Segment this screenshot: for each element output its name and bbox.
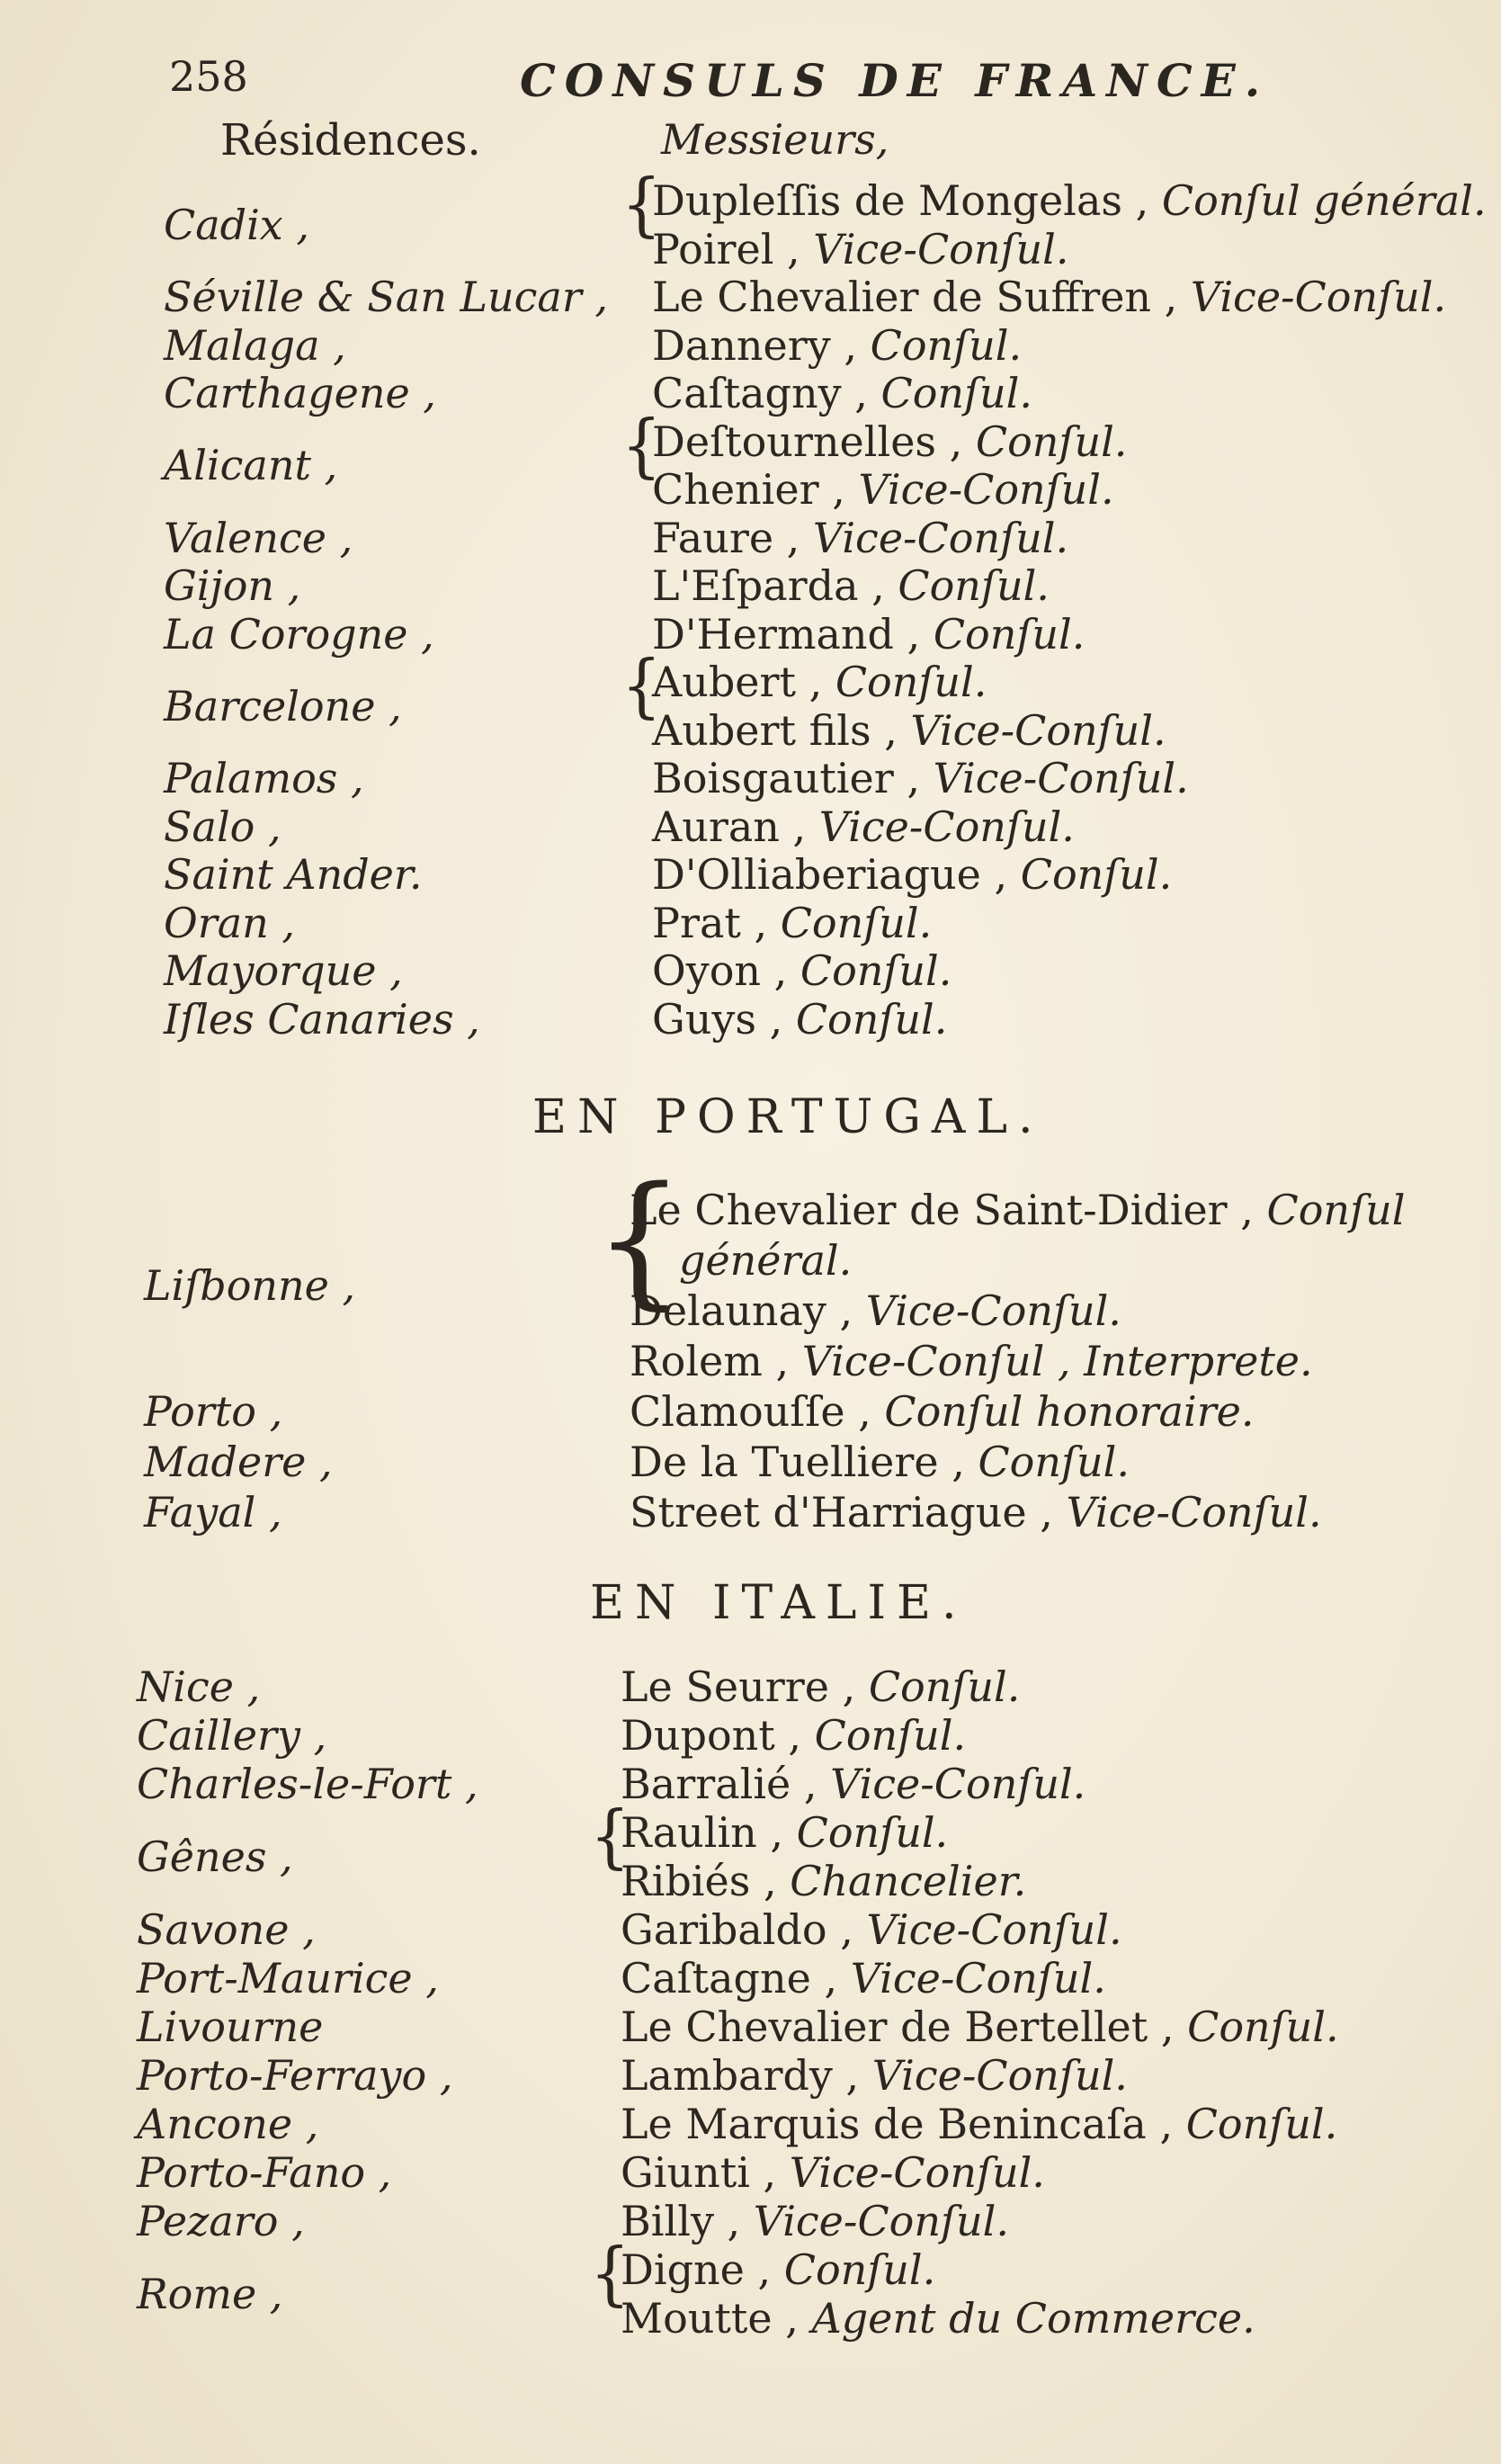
person-name: Le Marquis de Benincaſa , xyxy=(621,2100,1174,2148)
column-headings xyxy=(0,115,1501,169)
person-name: Oyon , xyxy=(652,946,788,995)
person-name: Clamouſſe , xyxy=(630,1387,871,1436)
brace-glyph: { xyxy=(594,1155,685,1323)
person-name: Le Chevalier de Bertellet , xyxy=(621,2003,1175,2051)
person-name: D'Hermand , xyxy=(652,609,921,659)
person-name: Deſtournelles , xyxy=(652,417,963,466)
entry-line xyxy=(652,514,1068,562)
person-name: Poirel , xyxy=(652,224,800,273)
entry-line xyxy=(652,273,1446,321)
person-name: Le Chevalier de Saint-Didier , xyxy=(630,1186,1254,1234)
residence-place: Mayorque , xyxy=(164,946,403,995)
residence-place: Alicant , xyxy=(164,441,338,490)
residence-place: Savone , xyxy=(137,1905,316,1954)
person-name: Barralié , xyxy=(621,1760,818,1808)
messieurs-heading: Messieurs, xyxy=(661,115,889,164)
consular-title: Conſul. xyxy=(1173,2100,1338,2148)
consular-title: Vice-Conſul. xyxy=(1177,273,1447,321)
person-name: Caſtagny , xyxy=(652,369,868,417)
entry-line xyxy=(621,2294,1255,2343)
person-name: Faure , xyxy=(652,513,800,562)
residence-place: Port-Maurice , xyxy=(137,1954,439,2003)
residence-place: Malaga , xyxy=(164,320,346,370)
consular-title: Conſul. xyxy=(1007,850,1173,899)
consular-title: Conſul. xyxy=(855,1662,1021,1711)
person-name: Dupont , xyxy=(621,1711,802,1760)
entry-line xyxy=(652,706,1166,755)
residence-place: Porto , xyxy=(144,1387,283,1436)
consular-title: Conſul. xyxy=(920,609,1086,659)
residence-place: Porto-Fano , xyxy=(137,2148,392,2197)
consular-title: Conſul. xyxy=(787,946,952,995)
residence-place: Livourne xyxy=(137,2003,324,2051)
residence-place: Gijon , xyxy=(164,561,301,610)
consular-title: Conſul. xyxy=(962,417,1128,466)
person-name: Prat , xyxy=(652,898,768,947)
person-name: Billy , xyxy=(621,2197,741,2245)
entry-line xyxy=(621,2051,1128,2100)
residence-place: Carthagene , xyxy=(164,369,436,417)
consular-title: Conſul. xyxy=(801,1711,967,1760)
entry-line xyxy=(621,1954,1106,2003)
residence-place: Porto-Ferrayo , xyxy=(137,2051,453,2100)
residence-place: Valence , xyxy=(164,513,353,562)
entry-line xyxy=(621,1760,1086,1808)
consular-title: Conſul. xyxy=(783,1808,949,1857)
page-header xyxy=(169,52,1393,115)
residence-place: Madere , xyxy=(144,1438,333,1486)
residence-place: Nice , xyxy=(137,1662,261,1711)
consular-title: Vice-Conſul. xyxy=(919,754,1189,802)
italy-heading: EN ITALIE. xyxy=(590,1576,968,1630)
consular-title: Vice-Conſul. xyxy=(776,2148,1045,2197)
consular-title: Vice-Conſul. xyxy=(1052,1488,1322,1537)
entry-line xyxy=(621,2148,1045,2197)
consular-title: Conſul. xyxy=(782,994,948,1044)
entry-line xyxy=(652,321,1022,370)
person-name: Guys , xyxy=(652,994,783,1044)
brace-glyph: { xyxy=(590,2232,630,2315)
person-name: Lambardy , xyxy=(621,2051,860,2100)
residence-place: Palamos , xyxy=(164,754,364,802)
entry-line xyxy=(652,417,1127,466)
person-name: Le Chevalier de Suffren , xyxy=(652,273,1178,321)
entry-line xyxy=(621,1711,966,1760)
residence-place: La Corogne , xyxy=(164,609,434,659)
residence-place: Salo , xyxy=(164,802,281,851)
person-name: Delaunay , xyxy=(630,1286,853,1335)
entry-line xyxy=(630,1387,1255,1436)
person-name: Aubert , xyxy=(652,658,823,706)
entry-line xyxy=(630,1186,1405,1234)
entry-line xyxy=(652,850,1172,899)
brace-glyph: { xyxy=(621,404,662,486)
consular-title: Vice-Conſul. xyxy=(897,705,1166,755)
residences-heading: Résidences. xyxy=(220,115,481,166)
residence-place: Iſles Canaries , xyxy=(164,994,480,1044)
consular-title: Conſul. xyxy=(767,898,933,947)
person-name: Le Seurre , xyxy=(621,1662,856,1711)
consular-title: Chancelier. xyxy=(776,1857,1027,1905)
residence-place: Fayal , xyxy=(144,1488,282,1537)
consular-title: Vice-Conſul , Interprete. xyxy=(789,1337,1313,1385)
running-head: CONSULS DE FRANCE. xyxy=(520,54,1270,107)
brace-glyph: { xyxy=(621,163,662,246)
person-name: Digne , xyxy=(621,2245,772,2294)
consular-title: Vice-Conſul. xyxy=(800,513,1069,562)
consular-title: Conſul général. xyxy=(1148,176,1487,225)
entry-line xyxy=(621,1808,948,1857)
person-name: Giunti , xyxy=(621,2148,777,2197)
consular-title: Conſul honoraire. xyxy=(871,1387,1255,1436)
consular-title: Vice-Conſul. xyxy=(837,1954,1106,2003)
entry-line xyxy=(652,225,1068,273)
person-name: Raulin , xyxy=(621,1808,784,1857)
entry-line xyxy=(652,946,952,995)
residence-place: Liſbonne , xyxy=(144,1261,356,1310)
consular-title: Agent du Commerce. xyxy=(798,2294,1255,2343)
consular-title: Conſul. xyxy=(857,320,1023,370)
residence-place: Caillery , xyxy=(137,1711,327,1760)
consular-title: Conſul. xyxy=(822,658,987,706)
entry-line xyxy=(652,465,1114,514)
residence-place: Rome , xyxy=(137,2270,283,2318)
residence-place: Séville & San Lucar , xyxy=(164,273,609,321)
portugal-heading: EN PORTUGAL. xyxy=(532,1090,1044,1144)
person-name: De la Tuelliere , xyxy=(630,1438,965,1486)
entry-line xyxy=(621,2197,1009,2245)
consular-title: Vice-Conſul. xyxy=(859,2051,1128,2100)
entry-line xyxy=(652,561,1050,610)
consular-title: Conſul. xyxy=(964,1438,1130,1486)
entry-line xyxy=(630,1488,1322,1537)
entry-line xyxy=(652,658,987,706)
entry-line xyxy=(630,1438,1130,1486)
entry-line xyxy=(621,2003,1339,2051)
residence-place: Saint Ander. xyxy=(164,850,423,899)
entry-line xyxy=(621,1905,1122,1954)
entry-line xyxy=(630,1337,1313,1385)
consular-title: Vice-Conſul. xyxy=(806,802,1075,851)
brace-glyph: { xyxy=(590,1795,630,1877)
consular-title: Vice-Conſul. xyxy=(800,224,1069,273)
residence-place: Cadix , xyxy=(164,200,309,249)
consular-title: Conſul. xyxy=(1174,2003,1339,2051)
entry-line xyxy=(621,1662,1020,1711)
consular-title: général. xyxy=(679,1236,853,1285)
entry-line xyxy=(621,1857,1026,1905)
residence-place: Charles-le-Fort , xyxy=(137,1760,478,1808)
person-name: Moutte , xyxy=(621,2294,799,2343)
person-name: Chenier , xyxy=(652,465,845,514)
person-name: Boisgautier , xyxy=(652,754,920,802)
entry-line xyxy=(679,1236,852,1285)
person-name: Auran , xyxy=(652,802,807,851)
consular-title: Conſul. xyxy=(771,2245,936,2294)
person-name: Ribiés , xyxy=(621,1857,777,1905)
residence-place: Gênes , xyxy=(137,1832,293,1881)
residence-place: Ancone , xyxy=(137,2100,319,2148)
entry-line xyxy=(652,369,1032,417)
entry-line xyxy=(652,176,1487,225)
consular-title: Vice-Conſul. xyxy=(853,1286,1121,1335)
entry-line xyxy=(621,2245,935,2294)
entry-line xyxy=(652,610,1085,659)
person-name: Garibaldo , xyxy=(621,1905,853,1954)
brace-glyph: { xyxy=(621,644,662,727)
consular-title: Conſul. xyxy=(867,369,1032,417)
entry-line xyxy=(621,2100,1337,2148)
consular-title: Conſul xyxy=(1253,1186,1406,1234)
consular-title: Conſul. xyxy=(884,561,1050,610)
consular-title: Vice-Conſul. xyxy=(853,1905,1122,1954)
person-name: Rolem , xyxy=(630,1337,790,1385)
consular-title: Vice-Conſul. xyxy=(817,1760,1086,1808)
person-name: Street d'Harriague , xyxy=(630,1488,1053,1537)
residence-place: Oran , xyxy=(164,898,295,947)
entry-line xyxy=(630,1286,1121,1335)
consular-title: Vice-Conſul. xyxy=(844,465,1114,514)
person-name: L'Eſparda , xyxy=(652,561,885,610)
entry-line xyxy=(652,995,947,1044)
person-name: Dannery , xyxy=(652,320,858,370)
residence-place: Barcelone , xyxy=(164,681,402,730)
person-name: Dupleſſis de Mongelas , xyxy=(652,176,1149,225)
person-name: Caſtagne , xyxy=(621,1954,838,2003)
residence-place: Pezaro , xyxy=(137,2197,305,2245)
person-name: D'Olliaberiague , xyxy=(652,850,1008,899)
page-number: 258 xyxy=(169,52,248,101)
consular-title: Vice-Conſul. xyxy=(740,2197,1009,2245)
entry-line xyxy=(652,802,1075,851)
entry-line xyxy=(652,899,932,947)
person-name: Aubert fils , xyxy=(652,705,898,755)
entry-line xyxy=(652,754,1189,802)
